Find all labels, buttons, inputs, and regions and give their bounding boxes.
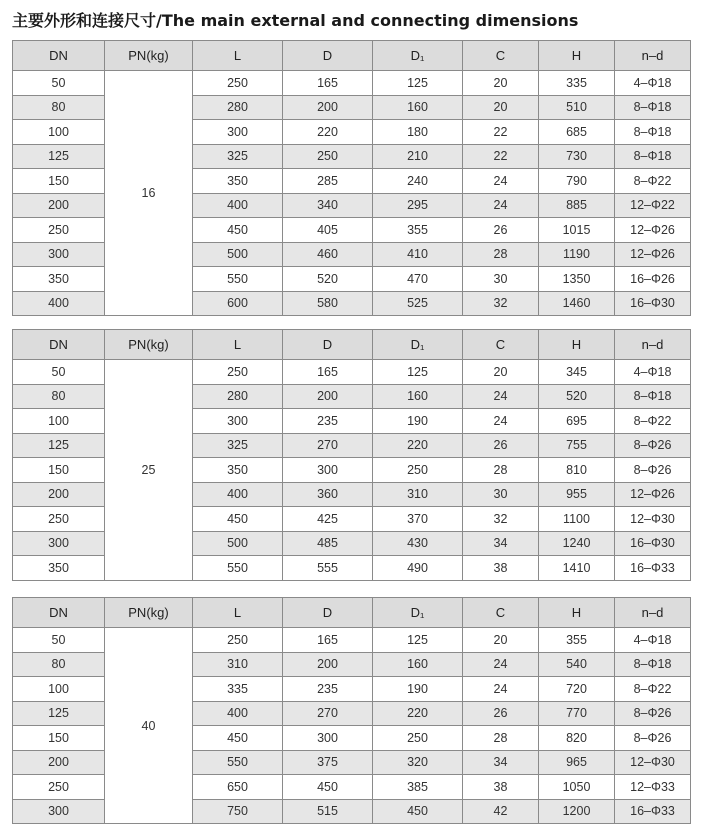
- cell-h: 1410: [539, 556, 615, 581]
- cell-dn: 125: [13, 701, 105, 726]
- cell-l: 550: [193, 750, 283, 775]
- header-dn: DN: [13, 598, 105, 628]
- cell-d: 165: [283, 71, 373, 96]
- table-row: [13, 360, 691, 385]
- cell-c: 24: [463, 193, 539, 218]
- cell-c: 28: [463, 726, 539, 751]
- dimensions-table-pn25: [12, 329, 691, 581]
- header-pn: PN(kg): [105, 330, 193, 360]
- cell-nd: 8–Φ22: [615, 169, 691, 194]
- cell-nd: 12–Φ30: [615, 507, 691, 532]
- cell-nd: 8–Φ18: [615, 120, 691, 145]
- cell-pn: 16: [105, 71, 193, 316]
- cell-c: 26: [463, 433, 539, 458]
- cell-c: 26: [463, 218, 539, 243]
- cell-h: 770: [539, 701, 615, 726]
- cell-d1: 295: [373, 193, 463, 218]
- cell-l: 325: [193, 144, 283, 169]
- cell-d1: 490: [373, 556, 463, 581]
- table-header-row: [13, 330, 691, 360]
- cell-d: 515: [283, 799, 373, 824]
- cell-l: 550: [193, 267, 283, 292]
- cell-nd: 8–Φ26: [615, 726, 691, 751]
- cell-l: 250: [193, 628, 283, 653]
- cell-l: 300: [193, 409, 283, 434]
- header-nd: n–d: [615, 330, 691, 360]
- header-d1: D₁: [373, 330, 463, 360]
- cell-nd: 16–Φ26: [615, 267, 691, 292]
- cell-d1: 250: [373, 458, 463, 483]
- cell-l: 450: [193, 507, 283, 532]
- cell-l: 650: [193, 775, 283, 800]
- cell-d: 235: [283, 409, 373, 434]
- cell-c: 24: [463, 409, 539, 434]
- cell-dn: 300: [13, 799, 105, 824]
- cell-pn: 40: [105, 628, 193, 824]
- cell-d1: 160: [373, 95, 463, 120]
- cell-dn: 80: [13, 384, 105, 409]
- cell-h: 1460: [539, 291, 615, 316]
- cell-c: 28: [463, 458, 539, 483]
- cell-c: 20: [463, 95, 539, 120]
- cell-nd: 8–Φ18: [615, 384, 691, 409]
- table-header-row: [13, 41, 691, 71]
- cell-nd: 16–Φ33: [615, 556, 691, 581]
- cell-d: 300: [283, 458, 373, 483]
- cell-pn: 25: [105, 360, 193, 581]
- cell-l: 400: [193, 701, 283, 726]
- cell-d1: 125: [373, 360, 463, 385]
- cell-l: 550: [193, 556, 283, 581]
- cell-d: 200: [283, 95, 373, 120]
- cell-nd: 4–Φ18: [615, 360, 691, 385]
- cell-c: 28: [463, 242, 539, 267]
- cell-d1: 450: [373, 799, 463, 824]
- cell-nd: 12–Φ26: [615, 242, 691, 267]
- header-nd: n–d: [615, 41, 691, 71]
- cell-c: 38: [463, 775, 539, 800]
- cell-h: 685: [539, 120, 615, 145]
- cell-d1: 370: [373, 507, 463, 532]
- cell-d1: 250: [373, 726, 463, 751]
- cell-nd: 8–Φ26: [615, 701, 691, 726]
- cell-d: 270: [283, 433, 373, 458]
- cell-nd: 12–Φ30: [615, 750, 691, 775]
- cell-nd: 8–Φ18: [615, 95, 691, 120]
- cell-c: 24: [463, 169, 539, 194]
- cell-dn: 250: [13, 507, 105, 532]
- cell-l: 250: [193, 360, 283, 385]
- cell-c: 42: [463, 799, 539, 824]
- dimensions-table-pn16: [12, 40, 691, 316]
- cell-h: 720: [539, 677, 615, 702]
- header-l: L: [193, 41, 283, 71]
- header-dn: DN: [13, 330, 105, 360]
- cell-d: 360: [283, 482, 373, 507]
- cell-dn: 50: [13, 628, 105, 653]
- cell-nd: 4–Φ18: [615, 71, 691, 96]
- dimensions-table-pn40: [12, 597, 691, 824]
- cell-dn: 250: [13, 218, 105, 243]
- header-c: C: [463, 41, 539, 71]
- cell-d: 300: [283, 726, 373, 751]
- cell-d1: 470: [373, 267, 463, 292]
- cell-d1: 525: [373, 291, 463, 316]
- cell-c: 38: [463, 556, 539, 581]
- cell-c: 24: [463, 652, 539, 677]
- cell-h: 790: [539, 169, 615, 194]
- cell-d: 405: [283, 218, 373, 243]
- cell-h: 335: [539, 71, 615, 96]
- cell-l: 450: [193, 726, 283, 751]
- cell-dn: 300: [13, 242, 105, 267]
- cell-d: 200: [283, 652, 373, 677]
- cell-h: 1200: [539, 799, 615, 824]
- header-c: C: [463, 598, 539, 628]
- cell-d: 375: [283, 750, 373, 775]
- cell-nd: 12–Φ26: [615, 482, 691, 507]
- cell-h: 1240: [539, 531, 615, 556]
- cell-d1: 310: [373, 482, 463, 507]
- table-row: [13, 628, 691, 653]
- cell-h: 1100: [539, 507, 615, 532]
- cell-h: 885: [539, 193, 615, 218]
- cell-l: 280: [193, 95, 283, 120]
- cell-h: 965: [539, 750, 615, 775]
- header-d: D: [283, 330, 373, 360]
- table-row: [13, 71, 691, 96]
- cell-h: 345: [539, 360, 615, 385]
- cell-l: 280: [193, 384, 283, 409]
- cell-dn: 80: [13, 652, 105, 677]
- cell-dn: 50: [13, 360, 105, 385]
- cell-d: 250: [283, 144, 373, 169]
- cell-h: 1050: [539, 775, 615, 800]
- cell-d1: 210: [373, 144, 463, 169]
- cell-d1: 355: [373, 218, 463, 243]
- cell-d1: 430: [373, 531, 463, 556]
- cell-h: 520: [539, 384, 615, 409]
- cell-h: 510: [539, 95, 615, 120]
- cell-nd: 12–Φ26: [615, 218, 691, 243]
- cell-c: 32: [463, 291, 539, 316]
- cell-h: 1015: [539, 218, 615, 243]
- cell-h: 1190: [539, 242, 615, 267]
- cell-l: 750: [193, 799, 283, 824]
- cell-c: 34: [463, 531, 539, 556]
- cell-dn: 200: [13, 482, 105, 507]
- cell-d1: 220: [373, 701, 463, 726]
- cell-nd: 4–Φ18: [615, 628, 691, 653]
- table-header-row: [13, 598, 691, 628]
- header-d: D: [283, 41, 373, 71]
- cell-d1: 385: [373, 775, 463, 800]
- cell-d1: 410: [373, 242, 463, 267]
- cell-l: 450: [193, 218, 283, 243]
- cell-dn: 200: [13, 193, 105, 218]
- cell-h: 695: [539, 409, 615, 434]
- header-d: D: [283, 598, 373, 628]
- cell-d1: 125: [373, 628, 463, 653]
- cell-c: 32: [463, 507, 539, 532]
- cell-dn: 350: [13, 267, 105, 292]
- cell-l: 600: [193, 291, 283, 316]
- cell-nd: 12–Φ22: [615, 193, 691, 218]
- cell-d: 520: [283, 267, 373, 292]
- header-pn: PN(kg): [105, 41, 193, 71]
- cell-dn: 80: [13, 95, 105, 120]
- cell-nd: 16–Φ30: [615, 531, 691, 556]
- cell-d: 485: [283, 531, 373, 556]
- cell-dn: 125: [13, 144, 105, 169]
- cell-d: 270: [283, 701, 373, 726]
- cell-d: 555: [283, 556, 373, 581]
- cell-d: 165: [283, 360, 373, 385]
- cell-l: 400: [193, 193, 283, 218]
- cell-nd: 12–Φ33: [615, 775, 691, 800]
- cell-h: 810: [539, 458, 615, 483]
- cell-dn: 200: [13, 750, 105, 775]
- cell-d: 340: [283, 193, 373, 218]
- cell-dn: 400: [13, 291, 105, 316]
- cell-l: 500: [193, 531, 283, 556]
- cell-nd: 8–Φ26: [615, 458, 691, 483]
- header-d1: D₁: [373, 41, 463, 71]
- cell-d1: 220: [373, 433, 463, 458]
- cell-d1: 160: [373, 384, 463, 409]
- cell-dn: 150: [13, 169, 105, 194]
- cell-nd: 8–Φ18: [615, 652, 691, 677]
- cell-dn: 100: [13, 120, 105, 145]
- cell-h: 955: [539, 482, 615, 507]
- cell-l: 300: [193, 120, 283, 145]
- header-h: H: [539, 330, 615, 360]
- cell-d: 450: [283, 775, 373, 800]
- cell-h: 540: [539, 652, 615, 677]
- header-c: C: [463, 330, 539, 360]
- cell-c: 30: [463, 267, 539, 292]
- header-nd: n–d: [615, 598, 691, 628]
- cell-dn: 150: [13, 726, 105, 751]
- header-h: H: [539, 41, 615, 71]
- cell-c: 26: [463, 701, 539, 726]
- cell-c: 24: [463, 677, 539, 702]
- cell-l: 400: [193, 482, 283, 507]
- cell-h: 820: [539, 726, 615, 751]
- cell-h: 355: [539, 628, 615, 653]
- cell-c: 22: [463, 120, 539, 145]
- cell-dn: 300: [13, 531, 105, 556]
- cell-dn: 100: [13, 677, 105, 702]
- cell-d: 200: [283, 384, 373, 409]
- cell-d: 425: [283, 507, 373, 532]
- page-title: 主要外形和连接尺寸/The main external and connecting dimensions: [12, 11, 579, 30]
- cell-c: 20: [463, 628, 539, 653]
- cell-dn: 50: [13, 71, 105, 96]
- cell-c: 20: [463, 360, 539, 385]
- cell-l: 335: [193, 677, 283, 702]
- cell-dn: 125: [13, 433, 105, 458]
- cell-h: 1350: [539, 267, 615, 292]
- cell-c: 24: [463, 384, 539, 409]
- cell-d: 235: [283, 677, 373, 702]
- header-h: H: [539, 598, 615, 628]
- header-l: L: [193, 598, 283, 628]
- cell-d1: 125: [373, 71, 463, 96]
- cell-l: 250: [193, 71, 283, 96]
- header-pn: PN(kg): [105, 598, 193, 628]
- header-l: L: [193, 330, 283, 360]
- cell-d: 165: [283, 628, 373, 653]
- cell-c: 20: [463, 71, 539, 96]
- cell-d: 220: [283, 120, 373, 145]
- cell-dn: 100: [13, 409, 105, 434]
- cell-nd: 8–Φ22: [615, 677, 691, 702]
- cell-d1: 160: [373, 652, 463, 677]
- cell-d: 285: [283, 169, 373, 194]
- cell-l: 350: [193, 458, 283, 483]
- cell-d1: 190: [373, 677, 463, 702]
- cell-l: 500: [193, 242, 283, 267]
- cell-dn: 350: [13, 556, 105, 581]
- cell-h: 755: [539, 433, 615, 458]
- cell-dn: 150: [13, 458, 105, 483]
- header-dn: DN: [13, 41, 105, 71]
- header-d1: D₁: [373, 598, 463, 628]
- cell-d: 460: [283, 242, 373, 267]
- cell-c: 22: [463, 144, 539, 169]
- cell-l: 325: [193, 433, 283, 458]
- cell-l: 350: [193, 169, 283, 194]
- cell-d1: 240: [373, 169, 463, 194]
- cell-d1: 190: [373, 409, 463, 434]
- cell-nd: 8–Φ18: [615, 144, 691, 169]
- cell-h: 730: [539, 144, 615, 169]
- cell-c: 30: [463, 482, 539, 507]
- cell-nd: 8–Φ22: [615, 409, 691, 434]
- cell-d1: 320: [373, 750, 463, 775]
- cell-nd: 16–Φ33: [615, 799, 691, 824]
- cell-nd: 8–Φ26: [615, 433, 691, 458]
- cell-l: 310: [193, 652, 283, 677]
- cell-c: 34: [463, 750, 539, 775]
- cell-dn: 250: [13, 775, 105, 800]
- cell-nd: 16–Φ30: [615, 291, 691, 316]
- cell-d1: 180: [373, 120, 463, 145]
- cell-d: 580: [283, 291, 373, 316]
